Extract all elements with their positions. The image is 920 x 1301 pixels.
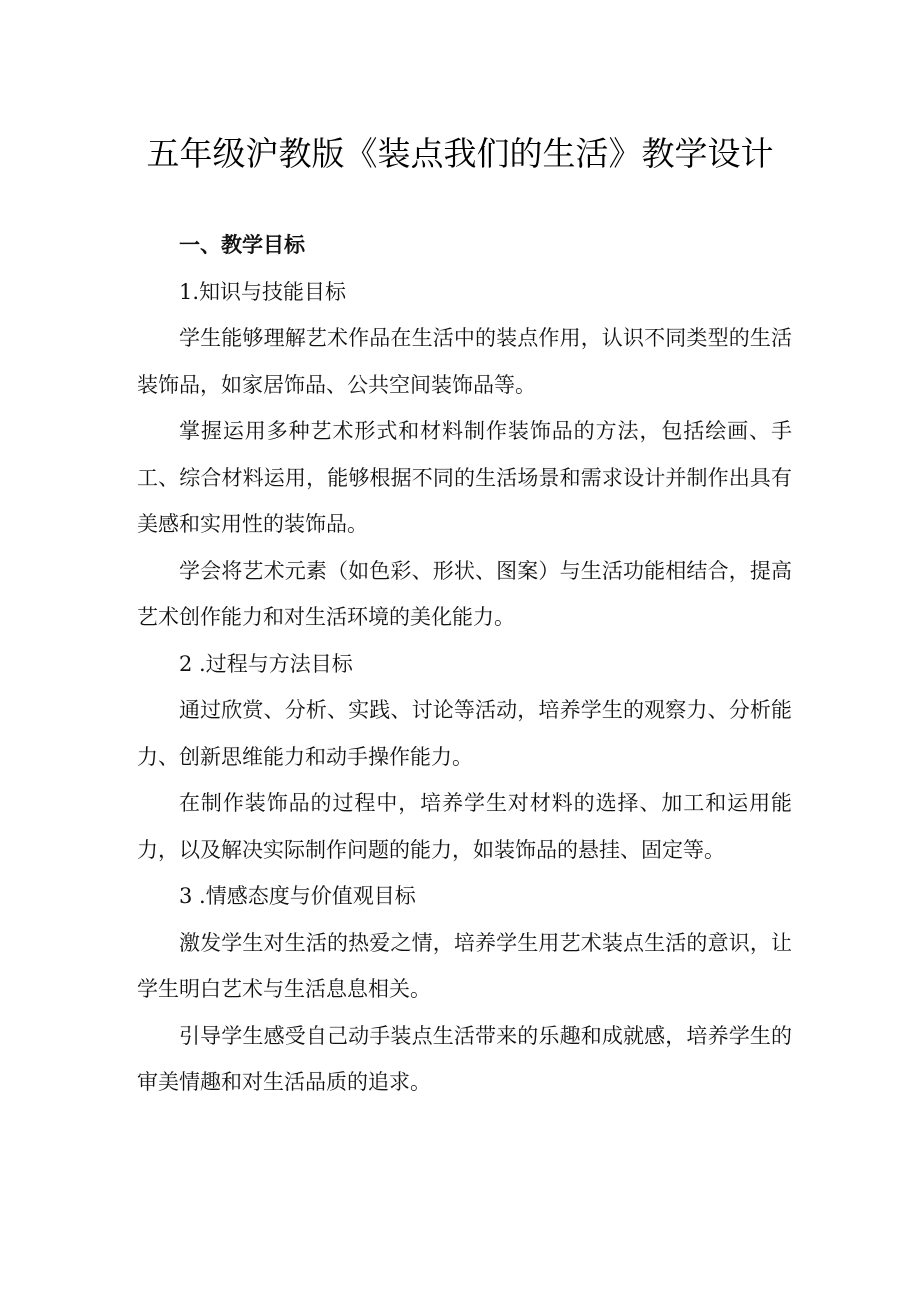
paragraph: 在制作装饰品的过程中，培养学生对材料的选择、加工和运用能力，以及解决实际制作问题的能力，如装饰品的悬挂、固定等。 bbox=[137, 791, 792, 862]
paragraph: 掌握运用多种艺术形式和材料制作装饰品的方法，包括绘画、手工、综合材料运用，能够根据不同的生活场景和需求设计并制作出具有美感和实用性的装饰品。 bbox=[137, 419, 792, 536]
paragraph: 激发学生对生活的热爱之情，培养学生用艺术装点生活的意识，让学生明白艺术与生活息息相关。 bbox=[137, 930, 792, 1001]
document-title: 五年级沪教版《装点我们的生活》教学设计 bbox=[146, 134, 774, 173]
paragraph: 学生能够理解艺术作品在生活中的装点作用，认识不同类型的生活装饰品，如家居饰品、公共空间装饰品等。 bbox=[137, 326, 792, 397]
subsection-heading-knowledge-skills: 1.知识与技能目标 bbox=[179, 279, 347, 304]
paragraph: 引导学生感受自己动手装点生活带来的乐趣和成就感，培养学生的审美情趣和对生活品质的追求。 bbox=[137, 1023, 792, 1094]
subsection-heading-process-methods: 2 .过程与方法目标 bbox=[179, 651, 353, 676]
subsection-heading-emotion-values: 3 .情感态度与价值观目标 bbox=[179, 884, 416, 908]
paragraph: 通过欣赏、分析、实践、讨论等活动，培养学生的观察力、分析能力、创新思维能力和动手操作能力。 bbox=[137, 698, 792, 769]
section-heading: 一、教学目标 bbox=[179, 233, 305, 257]
document-body bbox=[137, 222, 792, 1106]
paragraph: 学会将艺术元素（如色彩、形状、图案）与生活功能相结合，提高艺术创作能力和对生活环境的美化能力。 bbox=[137, 558, 792, 629]
